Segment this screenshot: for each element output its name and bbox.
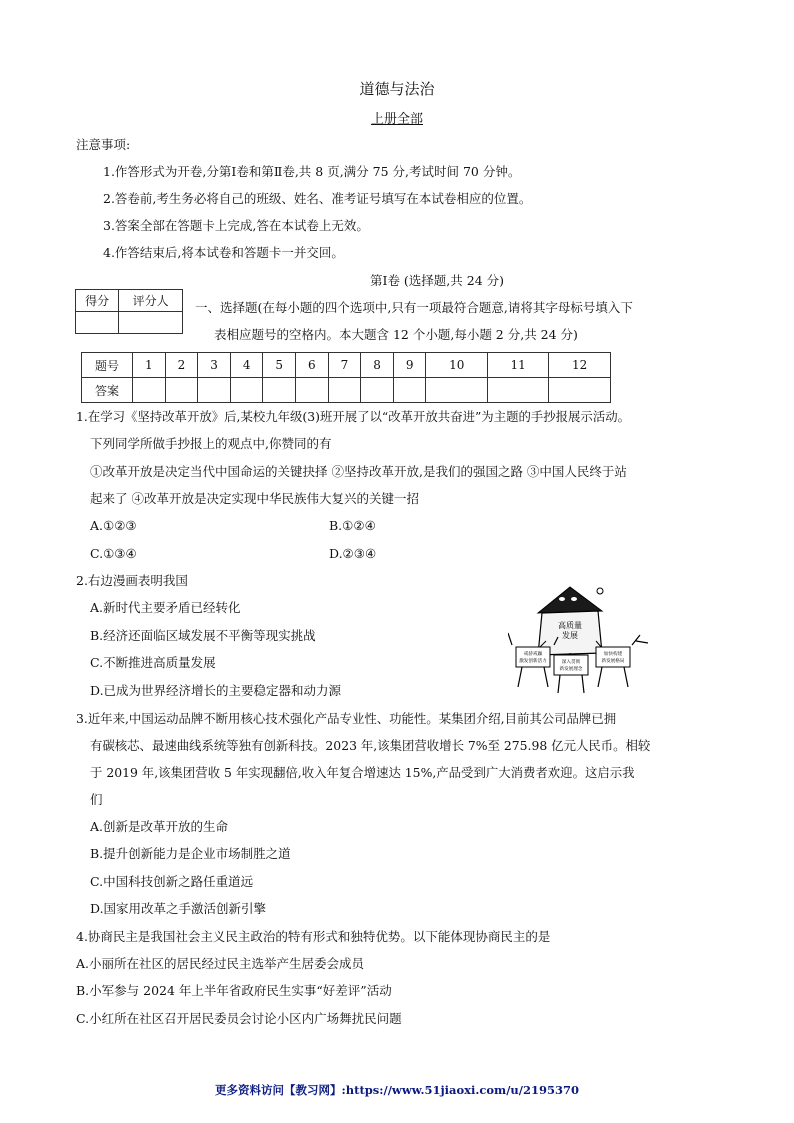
q3-option-a: A.创新是改革开放的生命 <box>90 819 229 834</box>
cartoon-house-text: 高质量 <box>558 621 582 630</box>
cartoon-sign-right: 新发展格局 <box>601 659 625 664</box>
q3-stem: 们 <box>90 792 103 807</box>
q1-stem: 下列同学所做手抄报上的观点中,你赞同的有 <box>90 436 332 451</box>
q2-stem: 2.右边漫画表明我国 <box>76 573 188 588</box>
score-cell <box>76 312 119 334</box>
answer-cell[interactable] <box>133 378 166 403</box>
page-subtitle: 上册全部 <box>370 112 423 127</box>
answer-cell[interactable] <box>165 378 198 403</box>
answer-cell[interactable] <box>296 378 329 403</box>
question-number: 11 <box>487 353 548 378</box>
q3-option-b: B.提升创新能力是企业市场制胜之道 <box>90 846 291 861</box>
q1-option-d: D.②③④ <box>329 546 377 561</box>
answer-cell[interactable] <box>230 378 263 403</box>
cartoon-sign-left: 戒骄戒躁 <box>523 652 543 657</box>
question-number: 9 <box>393 353 426 378</box>
q2-option-b: B.经济还面临区域发展不平衡等现实挑战 <box>90 628 316 643</box>
q1-statements: 起来了 ④改革开放是决定实现中华民族伟大复兴的关键一招 <box>90 491 419 506</box>
grader-cell <box>119 312 183 334</box>
footer-link[interactable]: 更多资料访问【教习网】:https://www.51jiaoxi.com/u/2195370 <box>215 1083 579 1097</box>
notice-heading: 注意事项: <box>76 137 131 152</box>
q4-option-a: A.小丽所在社区的居民经过民主选举产生居委会成员 <box>76 956 365 971</box>
q3-stem: 有碳核芯、最速曲线系统等独有创新科技。2023 年,该集团营收增长 7%至 275.98 亿元人民币。相较 <box>90 738 651 753</box>
q4-option-c: C.小红所在社区召开居民委员会讨论小区内广场舞扰民问题 <box>76 1011 402 1026</box>
answer-cell[interactable] <box>361 378 394 403</box>
q3-option-d: D.国家用改革之手激活创新引擎 <box>90 901 267 916</box>
q3-stem: 3.近年来,中国运动品牌不断用核心技术强化产品专业性、功能性。某集团介绍,目前其公司品牌已拥 <box>76 711 617 726</box>
answer-row-label: 答案 <box>82 378 133 403</box>
answer-cell[interactable] <box>263 378 296 403</box>
notice-item: 3.答案全部在答题卡上完成,答在本试卷上无效。 <box>103 218 369 233</box>
answer-cell[interactable] <box>487 378 548 403</box>
answer-cell[interactable] <box>393 378 426 403</box>
q2-cartoon <box>508 583 658 695</box>
score-label: 得分 <box>76 290 119 312</box>
score-box <box>75 289 183 334</box>
question-number: 1 <box>133 353 166 378</box>
q3-option-c: C.中国科技创新之路任重道远 <box>90 874 254 889</box>
question-number: 10 <box>426 353 487 378</box>
q1-option-b: B.①②④ <box>329 518 376 533</box>
answer-cell[interactable] <box>328 378 361 403</box>
answer-cell[interactable] <box>426 378 487 403</box>
q3-stem: 于 2019 年,该集团营收 5 年实现翻倍,收入年复合增速达 15%,产品受到广大消费者欢迎。这启示我 <box>90 765 635 780</box>
notice-item: 2.答卷前,考生务必将自己的班级、姓名、准考证号填写在本试卷相应的位置。 <box>103 191 532 206</box>
answer-cell[interactable] <box>198 378 231 403</box>
section-title: 第Ⅰ卷 (选择题,共 24 分) <box>370 273 504 288</box>
answer-cell[interactable] <box>549 378 611 403</box>
cartoon-sign-left: 激发创新活力 <box>519 659 547 664</box>
question-number: 12 <box>549 353 611 378</box>
notice-item: 4.作答结束后,将本试卷和答题卡一并交回。 <box>103 245 344 260</box>
q2-option-c: C.不断推进高质量发展 <box>90 655 216 670</box>
question-number: 5 <box>263 353 296 378</box>
q4-option-b: B.小军参与 2024 年上半年省政府民生实事“好差评”活动 <box>76 983 392 998</box>
section-instruction: 表相应题号的空格内。本大题含 12 个小题,每小题 2 分,共 24 分) <box>214 327 578 342</box>
question-number: 8 <box>361 353 394 378</box>
question-number: 6 <box>296 353 329 378</box>
question-number: 7 <box>328 353 361 378</box>
cartoon-sign-mid: 新发展理念 <box>559 667 583 672</box>
q1-statements: ①改革开放是决定当代中国命运的关键抉择 ②坚持改革开放,是我们的强国之路 ③中国人民终于站 <box>90 464 627 479</box>
answer-table-header-label: 题号 <box>82 353 133 378</box>
cartoon-sign-right: 加快构建 <box>603 652 623 657</box>
grader-label: 评分人 <box>119 290 183 312</box>
q1-option-a: A.①②③ <box>90 518 137 533</box>
question-number: 3 <box>198 353 231 378</box>
question-number: 2 <box>165 353 198 378</box>
q2-option-a: A.新时代主要矛盾已经转化 <box>90 600 241 615</box>
q1-stem: 1.在学习《坚持改革开放》后,某校九年级(3)班开展了以“改革开放共奋进”为主题的手抄报展示活动。 <box>76 409 630 424</box>
question-number: 4 <box>230 353 263 378</box>
notice-item: 1.作答形式为开卷,分第Ⅰ卷和第Ⅱ卷,共 8 页,满分 75 分,考试时间 70 分钟。 <box>103 164 521 179</box>
page-title: 道德与法治 <box>359 80 435 98</box>
section-instruction: 一、选择题(在每小题的四个选项中,只有一项最符合题意,请将其字母标号填入下 <box>195 300 633 315</box>
answer-table <box>81 352 611 403</box>
cartoon-sign-mid: 深入贯彻 <box>561 660 581 665</box>
q1-option-c: C.①③④ <box>90 546 137 561</box>
q2-option-d: D.已成为世界经济增长的主要稳定器和动力源 <box>90 683 342 698</box>
cartoon-house-text: 发展 <box>562 631 578 640</box>
q4-stem: 4.协商民主是我国社会主义民主政治的特有形式和独特优势。以下能体现协商民主的是 <box>76 929 551 944</box>
